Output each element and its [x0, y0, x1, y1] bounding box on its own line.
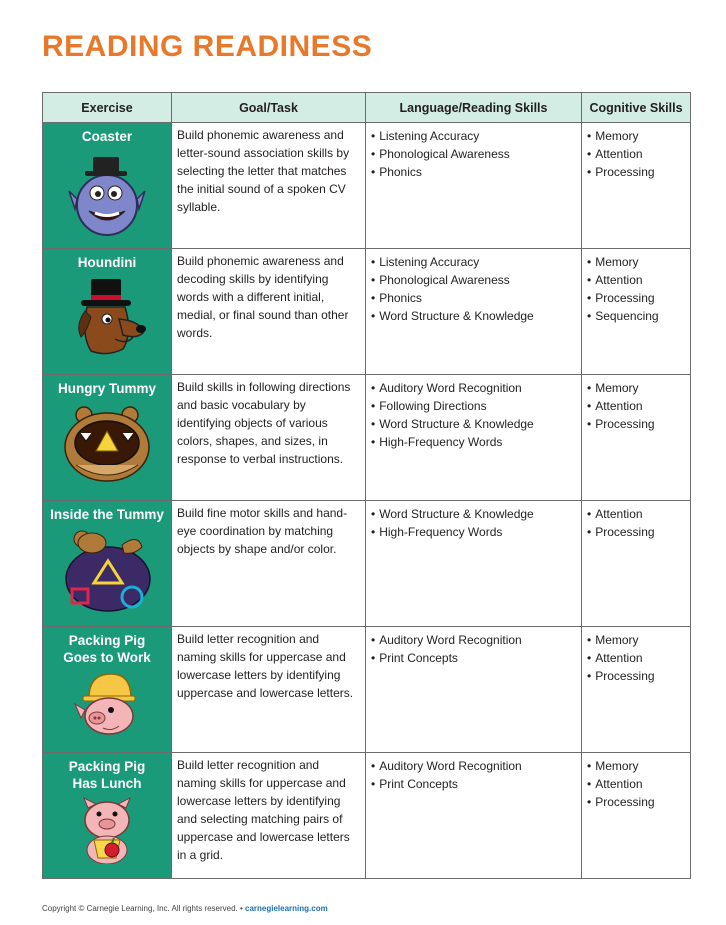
cognitive-skills-list [583, 376, 689, 433]
list-item: • Attention [587, 145, 689, 163]
cognitive-skills-list [583, 754, 689, 811]
cognitive-skills-cell [582, 123, 691, 249]
dog-top-hat-icon [67, 275, 147, 361]
list-item: • Word Structure & Knowledge [371, 415, 580, 433]
bear-shapes-tummy-icon [62, 527, 152, 613]
exercise-cell [43, 753, 172, 879]
language-skills-list [367, 502, 580, 541]
website-link[interactable]: carnegielearning.com [245, 904, 328, 913]
list-item: • Auditory Word Recognition [371, 379, 580, 397]
list-item: • High-Frequency Words [371, 523, 580, 541]
list-item: • Memory [587, 631, 689, 649]
list-item: • Sequencing [587, 307, 689, 325]
list-item: • Attention [587, 505, 689, 523]
list-item: • Print Concepts [371, 775, 580, 793]
table-row [43, 627, 691, 753]
list-item: • Processing [587, 793, 689, 811]
list-item: • Listening Accuracy [371, 253, 580, 271]
column-header-goal: Goal/Task [172, 93, 366, 123]
language-skills-cell [366, 501, 582, 627]
list-item: • Listening Accuracy [371, 127, 580, 145]
list-item: • Processing [587, 523, 689, 541]
list-item: • Memory [587, 379, 689, 397]
cognitive-skills-list [583, 628, 689, 685]
language-skills-cell [366, 753, 582, 879]
exercise-name: Hungry Tummy [57, 381, 156, 396]
table-row [43, 375, 691, 501]
exercise-cell [43, 249, 172, 375]
exercise-name: Coaster [81, 129, 133, 144]
list-item: • Memory [587, 253, 689, 271]
goal-cell [172, 375, 366, 501]
column-header-language-skills: Language/Reading Skills [366, 93, 582, 123]
language-skills-cell [366, 249, 582, 375]
list-item: • Processing [587, 289, 689, 307]
copyright-text: Copyright © Carnegie Learning, Inc. All rights reserved. • [42, 904, 246, 913]
goal-text: Build phonemic awareness and letter-sound association skills by selecting the letter that matches the initial sound of a spoken CV syllable. [177, 128, 350, 214]
language-skills-list [367, 628, 580, 667]
cognitive-skills-list [583, 124, 689, 181]
exercise-name: Houndini [77, 255, 137, 270]
goal-cell [172, 753, 366, 879]
table-row [43, 753, 691, 879]
cognitive-skills-cell [582, 375, 691, 501]
cognitive-skills-cell [582, 627, 691, 753]
list-item: • Memory [587, 757, 689, 775]
list-item: • Attention [587, 649, 689, 667]
table-header-row [43, 93, 691, 123]
goal-cell [172, 627, 366, 753]
language-skills-cell [366, 123, 582, 249]
exercise-cell [43, 627, 172, 753]
hungry-bear-mouth-icon [62, 401, 152, 487]
language-skills-cell [366, 627, 582, 753]
goal-cell [172, 249, 366, 375]
list-item: • Word Structure & Knowledge [371, 505, 580, 523]
goal-text: Build skills in following directions and basic vocabulary by identifying objects of various colors, shapes, and sizes, in response to verbal instructions. [177, 380, 351, 466]
list-item: • Processing [587, 163, 689, 181]
list-item: • Phonological Awareness [371, 145, 580, 163]
list-item: • Phonics [371, 163, 580, 181]
pig-hard-hat-icon [67, 670, 147, 738]
pig-apple-icon [72, 796, 142, 864]
table-row [43, 501, 691, 627]
page-title: READING READINESS [42, 30, 373, 63]
cognitive-skills-list [583, 502, 689, 541]
list-item: • Phonics [371, 289, 580, 307]
exercise-cell [43, 501, 172, 627]
list-item: • Phonological Awareness [371, 271, 580, 289]
list-item: • Auditory Word Recognition [371, 757, 580, 775]
table-row [43, 123, 691, 249]
footer [42, 904, 328, 913]
table-row [43, 249, 691, 375]
list-item: • Processing [587, 415, 689, 433]
list-item: • Attention [587, 271, 689, 289]
list-item: • Memory [587, 127, 689, 145]
goal-text: Build phonemic awareness and decoding skills by identifying words with a different initial, medial, or final sound than other words. [177, 254, 349, 340]
cognitive-skills-list [583, 250, 689, 325]
exercise-name: Packing Pig Goes to Work [63, 633, 151, 665]
list-item: • High-Frequency Words [371, 433, 580, 451]
list-item: • Print Concepts [371, 649, 580, 667]
exercise-name: Packing Pig Has Lunch [68, 759, 146, 791]
blue-fish-top-hat-icon [67, 149, 147, 241]
language-skills-list [367, 754, 580, 793]
goal-text: Build fine motor skills and hand-eye coordination by matching objects by shape and/or color. [177, 506, 348, 556]
list-item: • Following Directions [371, 397, 580, 415]
exercise-cell [43, 375, 172, 501]
cognitive-skills-cell [582, 753, 691, 879]
cognitive-skills-cell [582, 501, 691, 627]
list-item: • Processing [587, 667, 689, 685]
language-skills-list [367, 250, 580, 325]
skills-table [42, 92, 691, 879]
cognitive-skills-cell [582, 249, 691, 375]
goal-text: Build letter recognition and naming skills for uppercase and lowercase letters by identifying and selecting matching pairs of uppercase and lowercase letters in a grid. [177, 758, 350, 862]
column-header-exercise: Exercise [43, 93, 172, 123]
exercise-cell [43, 123, 172, 249]
goal-text: Build letter recognition and naming skills for uppercase and lowercase letters by identifying uppercase and lowercase letters. [177, 632, 354, 700]
language-skills-list [367, 124, 580, 181]
language-skills-cell [366, 375, 582, 501]
list-item: • Attention [587, 775, 689, 793]
language-skills-list [367, 376, 580, 451]
list-item: • Auditory Word Recognition [371, 631, 580, 649]
list-item: • Word Structure & Knowledge [371, 307, 580, 325]
column-header-cognitive-skills: Cognitive Skills [582, 93, 691, 123]
goal-cell [172, 123, 366, 249]
list-item: • Attention [587, 397, 689, 415]
goal-cell [172, 501, 366, 627]
exercise-name: Inside the Tummy [50, 507, 164, 522]
